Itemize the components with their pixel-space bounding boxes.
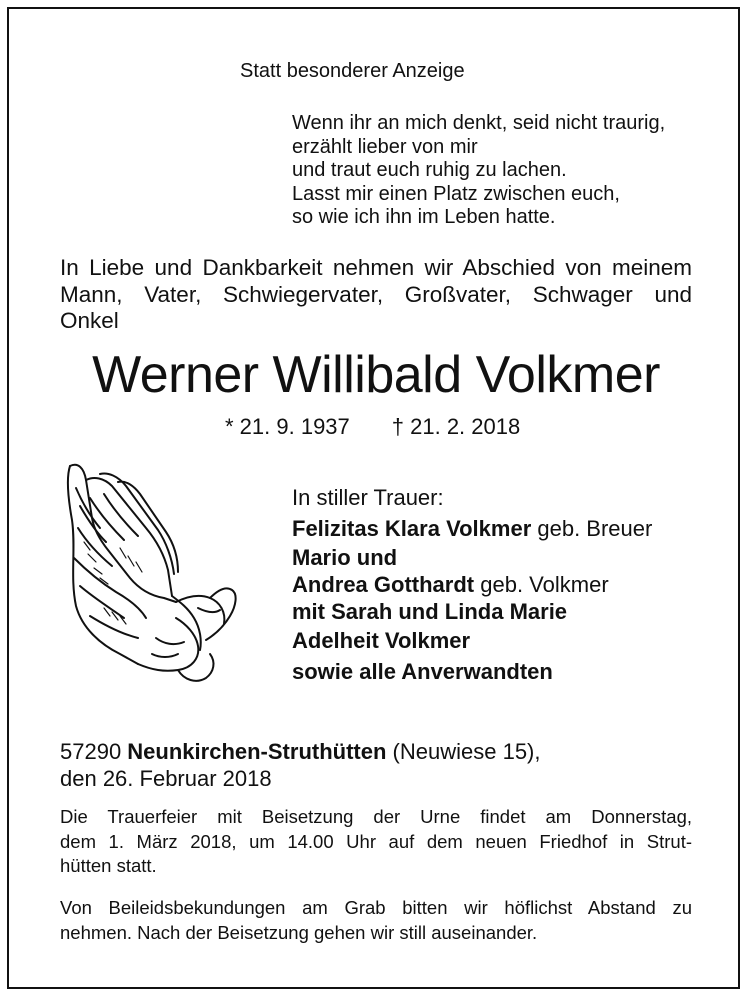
poem-line: Lasst mir einen Platz zwischen euch, [292,182,620,205]
notice-date: den 26. Februar 2018 [60,766,272,791]
poem-line: erzählt lieber von mir [292,135,478,158]
intro-line: In Liebe und Dankbarkeit nehmen wir Abschied von meinem [60,255,692,280]
mourner-name: Andrea Gotthardt [292,572,475,597]
deceased-name: Werner Willibald Volkmer [92,346,660,404]
poem-line: und traut euch ruhig zu lachen. [292,159,567,181]
life-dates [225,414,520,440]
mourner-name: sowie alle Anverwandten [292,659,553,684]
mourner-line [292,656,652,687]
notice-header: Statt besonderer Anzeige [240,60,465,82]
mourner-line [292,598,652,625]
poem-line: so wie ich ihn im Leben hatte. [292,206,556,228]
mourners-list [292,482,652,687]
intro-line: Onkel [60,308,119,333]
mourner-maiden: geb. Breuer [531,516,653,541]
mourner-line [292,571,652,598]
condolence-line: nehmen. Nach der Beisetzung gehen wir still auseinander. [60,921,538,943]
town: Neunkirchen-Struthütten [127,739,387,764]
mourner-line [292,513,652,544]
postcode: 57290 [60,739,128,764]
mourner-line [292,625,652,656]
poem [292,112,665,230]
mourner-name: Mario und [292,545,398,570]
death-date: † 21. 2. 2018 [391,414,521,439]
funeral-line: dem 1. März 2018, um 14.00 Uhr auf dem neuen Friedhof in Strut- [60,830,692,852]
mourners-heading: In stiller Trauer: [292,485,444,510]
birth-date: * 21. 9. 1937 [225,414,350,439]
mourner-name: mit Sarah und Linda Marie [292,599,568,624]
condolence-info [60,896,692,945]
mourner-line [292,544,652,571]
street: (Neuwiese 15), [386,739,541,764]
funeral-info [60,805,692,879]
praying-hands-icon [60,458,240,688]
funeral-line: hütten statt. [60,855,157,876]
mourner-maiden: geb. Volkmer [474,572,609,597]
condolence-line: Von Beileidsbekundungen am Grab bitten wir höflichst Abstand zu [60,897,692,918]
mourner-name: Adelheit Volkmer [292,628,471,653]
poem-line: Wenn ihr an mich denkt, seid nicht traurig, [292,112,666,134]
mourner-name: Felizitas Klara Volkmer [292,516,532,541]
address-block [60,738,541,792]
funeral-line: Die Trauerfeier mit Beisetzung der Urne findet am Donnerstag, [60,806,692,827]
address-line [60,738,541,765]
intro-text [60,255,692,335]
intro-line: Mann, Vater, Schwiegervater, Großvater, Schwager und [60,281,692,307]
